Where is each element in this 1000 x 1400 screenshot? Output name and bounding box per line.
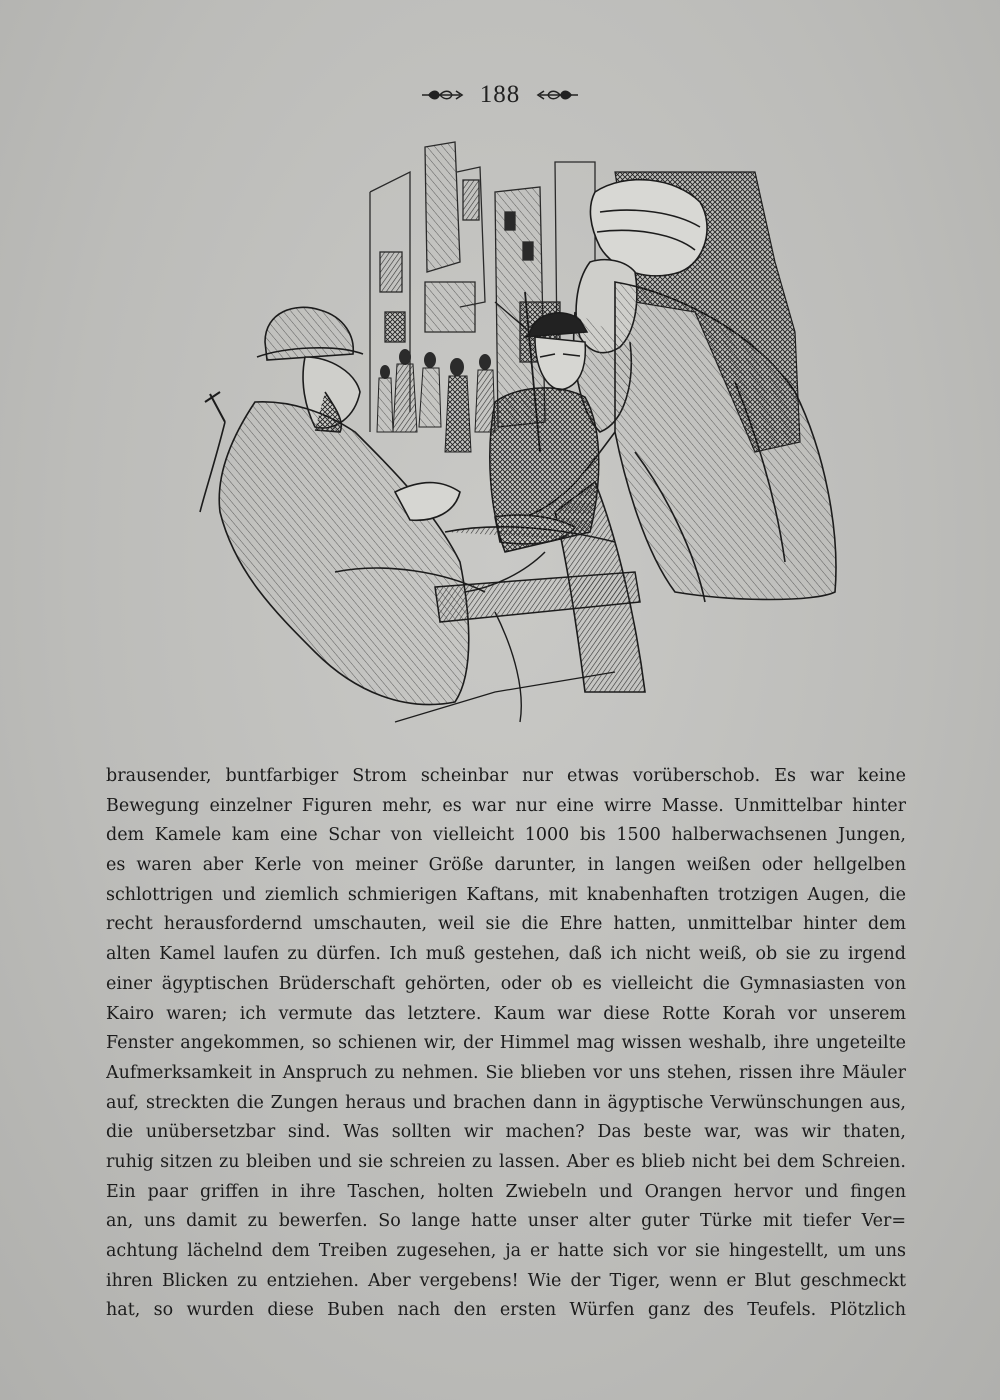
text-line: Bewegung einzelner Figuren mehr, es war nur eine wirre Masse. Unmittelbar hinter — [106, 795, 906, 816]
text-line: Aufmerksamkeit in Anspruch zu nehmen. Sie blieben vor uns stehen, rissen ihre Mäuler — [106, 1062, 906, 1083]
leaf-ornament-icon — [534, 87, 580, 103]
text-line: dem Kamele kam eine Schar von vielleicht 1000 bis 1500 halberwachsenen Jungen, — [106, 825, 906, 846]
text-line: an, uns damit zu bewerfen. So lange hatte unser alter guter Türke mit tiefer Ver= — [106, 1211, 906, 1232]
page-header — [0, 78, 1000, 112]
text-line: Ein paar griffen in ihre Taschen, holten Zwiebeln und Orangen hervor und fingen — [106, 1181, 906, 1202]
engraving-three-men-cairo-street-icon — [195, 132, 845, 732]
leaf-ornament-icon — [420, 87, 466, 103]
text-line: die unübersetzbar sind. Was sollten wir machen? Das beste war, was wir thaten, — [106, 1122, 906, 1143]
text-line: einer ägyptischen Brüderschaft gehörten, oder ob es vielleicht die Gymnasiasten von — [106, 973, 906, 994]
text-line: recht herausfordernd umschauten, weil sie die Ehre hatten, unmittelbar hinter dem — [106, 914, 906, 935]
text-line: es waren aber Kerle von meiner Größe darunter, in langen weißen oder hellgelben — [106, 855, 906, 876]
page-number: 188 — [479, 81, 521, 108]
text-line: hat, so wurden diese Buben nach den ersten Würfen ganz des Teufels. Plötzlich — [106, 1300, 906, 1321]
text-line: brausender, buntfarbiger Strom scheinbar nur etwas vorüberschob. Es war keine — [106, 766, 906, 786]
text-line: Kairo waren; ich vermute das letztere. Kaum war diese Rotte Korah vor unserem — [106, 1003, 906, 1024]
text-line: schlottrigen und ziemlich schmierigen Kaftans, mit knabenhaften trotzigen Augen, die — [106, 884, 906, 905]
text-line: achtung lächelnd dem Treiben zugesehen, ja er hatte sich vor sie hingestellt, um uns — [106, 1241, 906, 1261]
text-line: ruhig sitzen zu bleiben und sie schreien zu lassen. Aber es blieb nicht bei dem Schreien. — [106, 1151, 906, 1172]
body-text — [106, 762, 906, 1326]
text-line: auf, streckten die Zungen heraus und brachen dann in ägyptische Verwünschungen aus, — [106, 1092, 906, 1113]
text-line: ihren Blicken zu entziehen. Aber vergebens! Wie der Tiger, wenn er Blut geschmeckt — [106, 1270, 906, 1291]
text-line: alten Kamel laufen zu dürfen. Ich muß gestehen, daß ich nicht weiß, ob sie zu irgend — [106, 944, 906, 965]
text-line: Fenster angekommen, so schienen wir, der Himmel mag wissen weshalb, ihre ungeteilte — [106, 1033, 906, 1054]
